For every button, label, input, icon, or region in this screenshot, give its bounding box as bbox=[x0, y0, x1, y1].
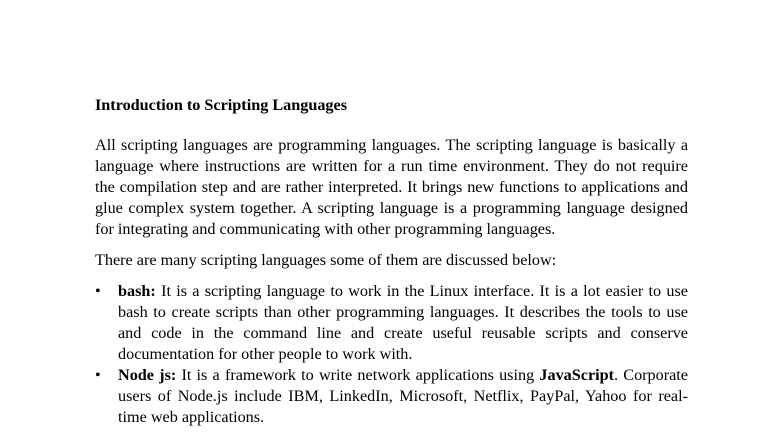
document-page bbox=[95, 95, 688, 428]
list-item-term: Node js: bbox=[118, 366, 177, 384]
bullet-icon: • bbox=[95, 366, 101, 384]
list-item-nodejs bbox=[95, 365, 688, 428]
list-item-bold-word: JavaScript bbox=[539, 366, 615, 384]
scripting-languages-list bbox=[95, 281, 688, 428]
list-item-bash bbox=[95, 281, 688, 365]
bullet-icon: • bbox=[95, 282, 101, 300]
document-heading: Introduction to Scripting Languages bbox=[95, 96, 347, 114]
list-intro-text: There are many scripting languages some of them are discussed below: bbox=[95, 251, 557, 269]
list-item-text-end: . Corporate users of Node.js include IBM, LinkedIn, Microsoft, Netflix, PayPal, Yahoo for real-time web applications. bbox=[118, 366, 688, 426]
intro-paragraph: All scripting languages are programming languages. The scripting language is basically a language where instructions are written for a run time environment. They do not require the compilation step and are rather interpreted. It brings new functions to applications and glue complex system together. A scripting language is a programming language designed for integrating and communicating with other programming languages. bbox=[95, 136, 688, 238]
list-item-text: It is a framework to write network applications using bbox=[176, 366, 540, 384]
list-item-text: It is a scripting language to work in the Linux interface. It is a lot easier to use bash to create scripts than other programming languages. It describes the tools to use and code in the command line and create useful reusable scripts and conserve documentation for other people to work with. bbox=[118, 282, 688, 363]
list-item-term: bash: bbox=[118, 282, 156, 300]
